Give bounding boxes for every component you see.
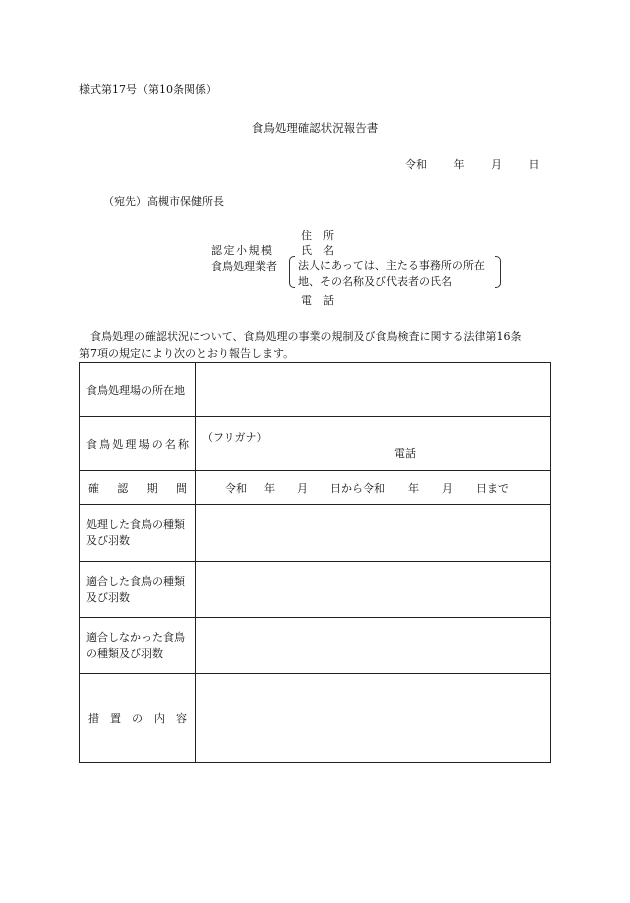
period-start-month: 月 [297,481,308,495]
label-char: 確 [88,481,99,495]
period-end-month: 月 [442,481,453,495]
label-line: 適合した食鳥の種類 [86,574,185,588]
label-line: 及び羽数 [86,534,130,547]
label-char: 認 [117,481,129,495]
value-confirmation-period[interactable] [196,471,551,505]
label-char: 理 [125,437,137,451]
bracket-left [289,256,295,288]
bracket-right [495,256,501,288]
value-passed-birds[interactable] [196,562,551,618]
table-row-passed [80,562,551,618]
label-char: 措 [88,712,99,725]
sender-name-label: 氏 名 [301,244,334,257]
label-char: 場 [138,437,150,451]
label-char: 間 [175,481,187,495]
period-end-year: 年 [408,481,419,495]
label-failed-birds [80,618,196,674]
label-char: の [132,712,143,725]
label-passed-birds [80,562,196,618]
period-end-day: 日まで [476,481,509,495]
label-line: 適合しなかった食鳥 [86,630,185,644]
report-statement-line2: 第7項の規定により次のとおり報告します。 [79,347,295,360]
value-measures-taken[interactable] [196,674,551,763]
addressee: （宛先）高槻市保健所長 [103,195,224,208]
form-number: 様式第17号（第10条関係） [79,83,217,96]
label-line: 及び羽数 [86,590,130,604]
date-month: 月 [491,158,502,171]
label-line: の種類及び羽数 [86,646,163,660]
table-row-period [80,471,551,505]
label-char: 容 [176,712,187,725]
label-char: 内 [154,712,165,725]
facility-phone-label: 電話 [394,447,416,460]
label-facility-location: 食鳥処理場の所在地 [80,363,196,417]
document-title: 食鳥処理確認状況報告書 [251,121,379,135]
date-era: 令和 [405,158,427,171]
label-char: 鳥 [99,437,111,451]
sender-label-line2: 食鳥処理業者 [211,260,277,273]
table-row-failed [80,618,551,674]
report-table [79,362,551,763]
value-facility-location[interactable] [196,363,551,417]
period-start-era: 令和 [225,481,247,495]
label-char: 期 [146,481,158,495]
sender-label-line1: 認定小規模 [211,244,274,257]
label-line: 処理した食鳥の種類 [86,518,185,531]
period-start-day: 日から令和 [330,481,385,495]
date-year: 年 [453,158,465,171]
report-statement-line1: 食鳥処理の確認状況について、食鳥処理の事業の規制及び食鳥検査に関する法律第16条 [90,330,522,343]
sender-address-label: 住 所 [301,229,334,242]
label-char: 名 [164,437,176,451]
label-measures-taken [80,674,196,763]
label-confirmation-period [80,471,196,505]
corporate-note-bracket [289,255,501,289]
label-processed-birds [80,505,196,562]
date-line [405,156,540,172]
furigana-label: （フリガナ） [202,431,268,444]
table-row-measures [80,674,551,763]
label-facility-name [80,417,196,471]
corporate-note-line2: 地、その名称及び代表者の氏名 [298,275,452,288]
label-char: 称 [177,437,189,451]
value-facility-name[interactable] [196,417,551,471]
value-processed-birds[interactable] [196,505,551,562]
table-row-name [80,417,551,471]
period-start-year: 年 [264,481,275,495]
date-day: 日 [528,158,540,171]
value-failed-birds[interactable] [196,618,551,674]
label-char: 食 [86,437,97,451]
table-row-processed [80,505,551,562]
label-char: の [151,437,163,451]
sender-phone-label: 電 話 [301,294,334,307]
corporate-note-line1: 法人にあっては、主たる事務所の所在 [298,259,485,272]
table-row-location [80,363,551,417]
label-char: 置 [110,712,121,725]
label-char: 処 [112,437,124,451]
